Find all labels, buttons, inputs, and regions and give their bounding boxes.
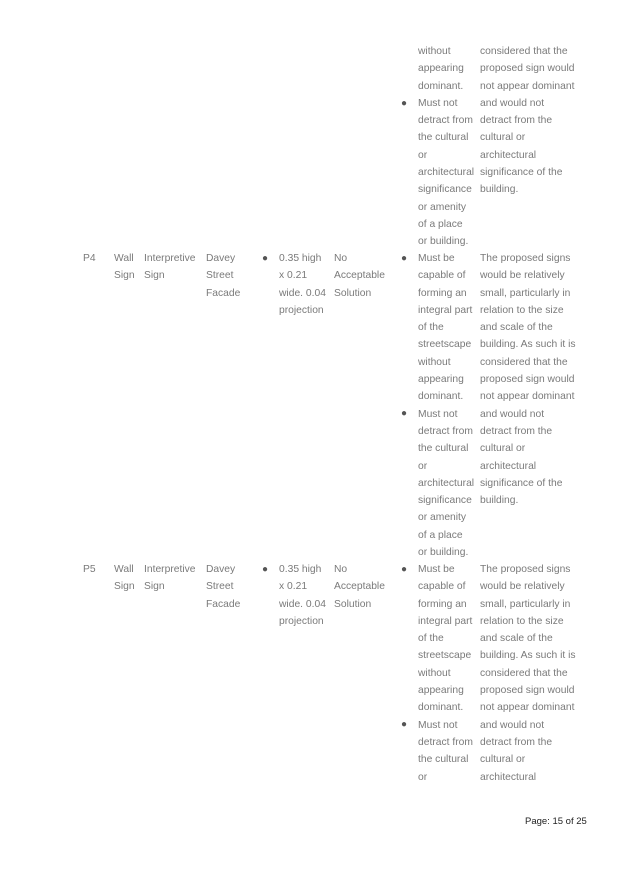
text-line: architectural — [480, 771, 537, 783]
text-line: projection — [279, 304, 324, 316]
text-line: the cultural — [418, 443, 469, 455]
text-line: significance of the — [480, 167, 563, 179]
text-line: detract from the — [480, 115, 553, 127]
text-line: or building. — [418, 547, 469, 559]
text-line: without — [418, 667, 451, 679]
text-line: appearing — [418, 374, 464, 386]
text-line: not appear dominant — [480, 80, 575, 92]
text-line: of the — [418, 633, 444, 645]
sign-description-cell — [144, 250, 196, 285]
text-line: would be relatively — [480, 270, 565, 282]
text-line: forming an — [418, 598, 467, 610]
text-line: Davey — [206, 253, 236, 264]
text-line: and would not — [480, 408, 545, 420]
text-line: building. As such it is — [480, 650, 576, 662]
text-line: building. — [480, 184, 519, 196]
text-line: of the — [418, 322, 444, 334]
text-line: or amenity — [418, 201, 467, 213]
text-line: and would not — [480, 719, 545, 731]
text-line: cultural or — [480, 443, 526, 455]
sign-description-cell — [144, 561, 196, 596]
text-line: wide. 0.04 — [279, 598, 326, 610]
text-line: integral part — [418, 615, 473, 627]
text-line: relation to the size — [480, 615, 564, 627]
location-cell — [206, 561, 240, 613]
text-line: Davey — [206, 564, 236, 575]
text-line: small, particularly in — [480, 287, 571, 299]
text-line: Wall — [114, 564, 134, 575]
acceptable-solution-cell — [334, 561, 385, 613]
text-line: Interpretive — [144, 564, 196, 575]
text-line: 0.35 high — [279, 253, 322, 264]
top-comment-cell — [480, 43, 574, 199]
text-line: appearing — [418, 63, 464, 75]
text-line: dominant. — [418, 702, 464, 714]
text-line: Must not — [418, 97, 458, 109]
bullet-icon: ● — [401, 253, 408, 264]
text-line: capable of — [418, 270, 466, 282]
text-line: and scale of the — [480, 322, 553, 334]
text-line: dominant. — [418, 80, 464, 92]
text-line: or — [418, 149, 428, 161]
text-line: building. — [480, 495, 519, 507]
text-line: wide. 0.04 — [279, 287, 326, 299]
text-line: Acceptable — [334, 581, 385, 593]
text-line: cultural or — [480, 132, 526, 144]
text-line: considered that the — [480, 667, 568, 679]
text-line: cultural or — [480, 754, 526, 766]
text-line: Sign — [114, 581, 135, 593]
text-line: No — [334, 564, 348, 575]
comment-cell — [480, 250, 576, 509]
text-line: architectural — [418, 167, 475, 179]
text-line: detract from the — [480, 736, 553, 748]
bullet-icon: ● — [262, 564, 269, 575]
bullet-icon: ● — [262, 253, 269, 264]
row-id: P4 — [83, 253, 96, 264]
text-line: significance — [418, 184, 472, 196]
text-line: Wall — [114, 253, 134, 264]
text-line: Solution — [334, 287, 372, 299]
performance-criteria-cell — [418, 561, 473, 786]
text-line: x 0.21 — [279, 581, 308, 593]
bullet-icon: ● — [401, 98, 408, 109]
text-line: Must be — [418, 564, 455, 575]
text-line: x 0.21 — [279, 270, 308, 282]
dimensions-cell — [279, 250, 326, 319]
text-line: without — [418, 356, 451, 368]
text-line: appearing — [418, 685, 464, 697]
text-line: considered that the — [480, 356, 568, 368]
text-line: or amenity — [418, 512, 467, 524]
text-line: architectural — [480, 149, 537, 161]
text-line: and would not — [480, 97, 545, 109]
text-line: detract from — [418, 115, 473, 127]
text-line: The proposed signs — [480, 564, 571, 575]
text-line: proposed sign would — [480, 685, 575, 697]
text-line: streetscape — [418, 650, 472, 662]
text-line: Street — [206, 270, 234, 282]
text-line: detract from — [418, 736, 473, 748]
bullet-icon: ● — [401, 408, 408, 419]
location-cell — [206, 250, 240, 302]
text-line: significance — [418, 495, 472, 507]
text-line: streetscape — [418, 339, 472, 351]
text-line: the cultural — [418, 132, 469, 144]
text-line: and scale of the — [480, 633, 553, 645]
text-line: integral part — [418, 304, 473, 316]
text-line: not appear dominant — [480, 391, 575, 403]
text-line: dominant. — [418, 391, 464, 403]
text-line: Must be — [418, 253, 455, 264]
text-line: forming an — [418, 287, 467, 299]
text-line: without — [418, 46, 451, 57]
text-line: The proposed signs — [480, 253, 571, 264]
text-line: not appear dominant — [480, 702, 575, 714]
text-line: detract from — [418, 425, 473, 437]
text-line: 0.35 high — [279, 564, 322, 575]
bullet-icon: ● — [401, 719, 408, 730]
text-line: Facade — [206, 287, 241, 299]
text-line: proposed sign would — [480, 63, 575, 75]
text-line: considered that the — [480, 46, 568, 57]
text-line: of a place — [418, 529, 463, 541]
text-line: Sign — [144, 581, 165, 593]
text-line: significance of the — [480, 477, 563, 489]
text-line: capable of — [418, 581, 466, 593]
text-line: or — [418, 460, 428, 472]
text-line: Sign — [144, 270, 165, 282]
text-line: projection — [279, 615, 324, 627]
text-line: Street — [206, 581, 234, 593]
text-line: Must not — [418, 719, 458, 731]
sign-type-cell — [114, 250, 135, 285]
text-line: building. As such it is — [480, 339, 576, 351]
text-line: No — [334, 253, 348, 264]
text-line: Facade — [206, 598, 241, 610]
text-line: small, particularly in — [480, 598, 571, 610]
sign-type-cell — [114, 561, 135, 596]
text-line: detract from the — [480, 425, 553, 437]
text-line: or building. — [418, 236, 469, 248]
text-line: the cultural — [418, 754, 469, 766]
text-line: Acceptable — [334, 270, 385, 282]
text-line: architectural — [418, 477, 475, 489]
text-line: Interpretive — [144, 253, 196, 264]
dimensions-cell — [279, 561, 326, 630]
text-line: or — [418, 771, 428, 783]
text-line: Sign — [114, 270, 135, 282]
acceptable-solution-cell — [334, 250, 385, 302]
text-line: would be relatively — [480, 581, 565, 593]
text-line: architectural — [480, 460, 537, 472]
text-line: Solution — [334, 598, 372, 610]
performance-criteria-cell — [418, 250, 474, 561]
top-requirements-cell — [418, 43, 474, 251]
row-id: P5 — [83, 564, 96, 575]
page-number: Page: 15 of 25 — [525, 816, 587, 827]
text-line: proposed sign would — [480, 374, 575, 386]
text-line: relation to the size — [480, 304, 564, 316]
text-line: of a place — [418, 218, 463, 230]
text-line: Must not — [418, 408, 458, 420]
comment-cell — [480, 561, 576, 786]
bullet-icon: ● — [401, 564, 408, 575]
